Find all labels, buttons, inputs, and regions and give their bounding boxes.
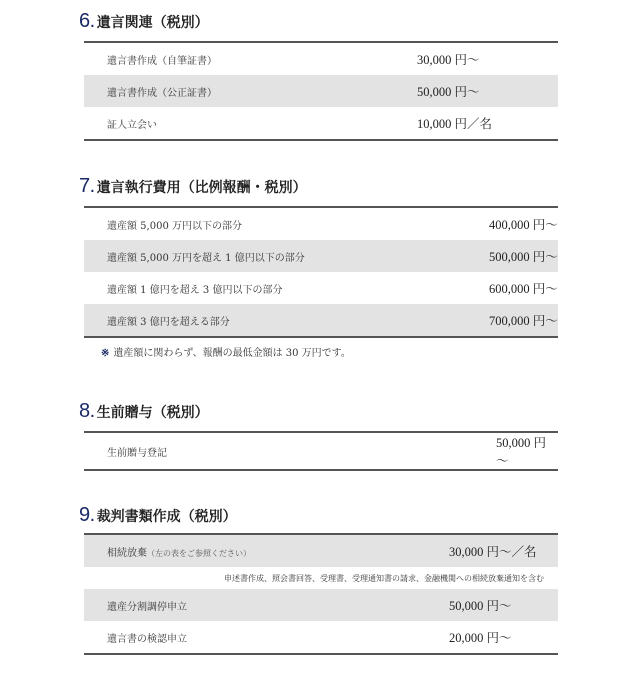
- row-label: 生前贈与登記: [107, 447, 167, 459]
- section-heading: [79, 400, 209, 423]
- table-row: [84, 432, 558, 470]
- section-title: 遺言執行費用: [96, 180, 181, 196]
- table-row: [84, 589, 558, 621]
- section-tax-note: （税別）: [180, 509, 237, 525]
- section-heading: [79, 175, 307, 198]
- table-row: [84, 621, 558, 654]
- table-row: [84, 75, 558, 107]
- minimum-fee-note: [101, 344, 351, 359]
- section-number: 7.: [79, 175, 95, 197]
- table-row-subnote: [84, 567, 558, 589]
- row-subnote: 申述書作成、照会書回答、受理書、受理通知書の請求、金融機関への相続放棄通知を含む: [224, 573, 544, 583]
- row-label-main: 相続放棄: [107, 547, 147, 559]
- row-label: 遺産分割調停申立: [84, 589, 449, 621]
- section-heading: [79, 504, 237, 527]
- row-price: 30,000 円～: [417, 53, 480, 67]
- row-price: 600,000 円～: [489, 282, 558, 296]
- fee-table: [84, 41, 558, 141]
- row-label: 遺言書の検認申立: [107, 633, 187, 645]
- row-price: 20,000 円～: [449, 631, 512, 645]
- section-number: 9.: [79, 504, 95, 526]
- note-mark: ※: [101, 348, 110, 359]
- section-tax-note: （比例報酬・税別）: [180, 180, 307, 196]
- table-row: [84, 240, 558, 272]
- row-label: 遺言書作成（自筆証書）: [107, 55, 217, 67]
- row-label: 遺産額 5,000 万円以下の部分: [107, 220, 242, 232]
- row-label: 遺言書作成（公正証書）: [84, 75, 417, 107]
- section-title: 生前贈与: [96, 405, 153, 421]
- row-price: 50,000 円～: [417, 75, 558, 107]
- row-label: [84, 534, 449, 567]
- row-price: 700,000 円～: [489, 304, 558, 337]
- row-label-aside: （左の表をご参照ください）: [147, 548, 251, 558]
- table-row: [84, 42, 558, 75]
- fee-table: [84, 533, 558, 655]
- row-label: 遺産額 1 億円を超え 3 億円以下の部分: [107, 284, 283, 296]
- row-price: 50,000 円～: [496, 436, 547, 468]
- row-label: 遺産額 3 億円を超える部分: [84, 304, 489, 337]
- note-text: 遺産額に関わらず、報酬の最低金額は 30 万円です。: [113, 348, 351, 359]
- section-tax-note: （税別）: [152, 405, 209, 421]
- fee-table: [84, 206, 558, 338]
- section-title: 裁判書類作成: [96, 509, 181, 525]
- section-number: 8.: [79, 400, 95, 422]
- row-price: 400,000 円～: [489, 218, 558, 232]
- row-price: 500,000 円～: [489, 240, 558, 272]
- section-title: 遺言関連: [96, 15, 153, 31]
- row-price: 30,000 円～／名: [449, 534, 558, 567]
- section-number: 6.: [79, 10, 95, 32]
- fee-table: [84, 431, 558, 471]
- section-tax-note: （税別）: [152, 15, 209, 31]
- row-price: 10,000 円／名: [417, 117, 493, 131]
- table-row: [84, 304, 558, 337]
- section-heading: [79, 10, 209, 33]
- row-label: 証人立会い: [107, 119, 157, 131]
- table-row: [84, 107, 558, 140]
- table-row: [84, 534, 558, 567]
- table-row: [84, 207, 558, 240]
- table-row: [84, 272, 558, 304]
- row-price: 50,000 円～: [449, 589, 558, 621]
- row-label: 遺産額 5,000 万円を超え 1 億円以下の部分: [84, 240, 489, 272]
